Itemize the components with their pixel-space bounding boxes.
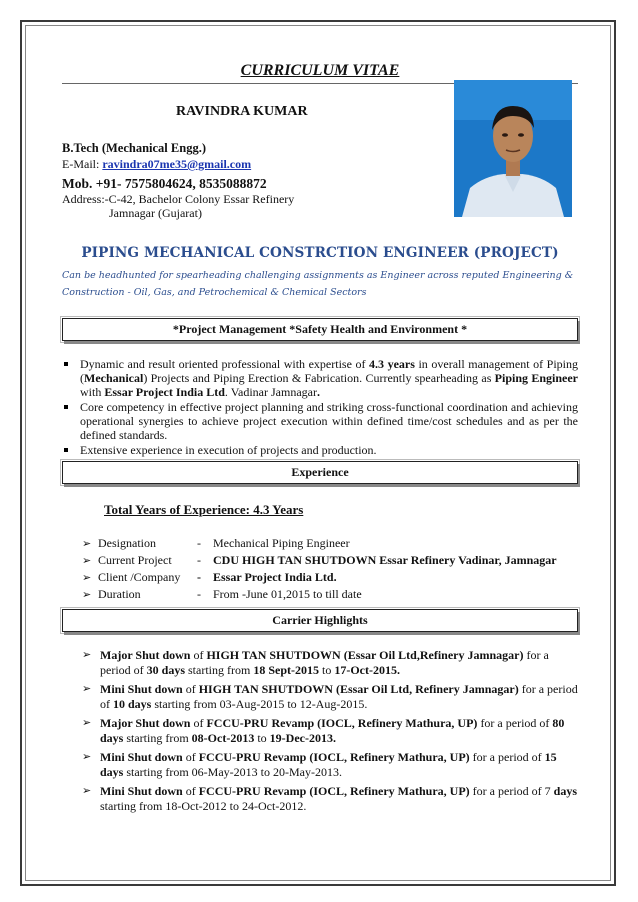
email-label: E-Mail: — [62, 157, 100, 171]
arrow-bullet-icon: ➢ — [82, 555, 92, 567]
arrow-bullet-icon: ➢ — [82, 649, 92, 661]
profile-photo — [454, 80, 572, 217]
email-line — [62, 157, 251, 172]
highlight-item: ➢ Mini Shut down of FCCU-PRU Revamp (IOCL, Refinery Mathura, UP) for a period of 7 days starting from 18-Oct-2012 to 24-Oct-2012. — [82, 784, 577, 813]
arrow-bullet-icon: ➢ — [82, 751, 92, 763]
experience-row-project: ➢ Current Project - CDU HIGH TAN SHUTDOWN Essar Refinery Vadinar, Jamnagar — [82, 553, 557, 567]
highlight-item: ➢ Major Shut down of FCCU-PRU Revamp (IOCL, Refinery Mathura, UP) for a period of 80 days starting from 08-Oct-2013 to 19-Dec-2013. — [82, 716, 565, 745]
total-experience: Total Years of Experience: 4.3 Years — [104, 502, 304, 517]
profile-tagline: Can be headhunted for spearheading challenging assignments as Engineer across reputed Engineering & Construction - Oil, Gas, and Petrochemical & Chemical Sectors — [62, 270, 574, 298]
degree: B.Tech (Mechanical Engg.) — [62, 141, 206, 155]
summary-list — [62, 357, 578, 458]
focus-areas-bar: *Project Management *Safety Health and Environment * — [62, 318, 578, 341]
candidate-name: RAVINDRA KUMAR — [176, 104, 308, 119]
experience-row-duration: ➢ Duration - From -June 01,2015 to till date — [82, 587, 362, 601]
highlights-section-header: Carrier Highlights — [62, 609, 578, 632]
arrow-bullet-icon: ➢ — [82, 572, 92, 584]
document-title: CURRICULUM VITAE — [240, 62, 400, 79]
summary-item: Dynamic and result oriented professional with expertise of 4.3 years in overall management of Piping (Mechanical) Projects and Piping Erection & Fabrication. Currently spearheading as Piping Engineer with Essar Project India Ltd. Vadinar Jamnagar. — [62, 357, 578, 399]
arrow-bullet-icon: ➢ — [82, 538, 92, 550]
highlight-item: ➢ Major Shut down of HIGH TAN SHUTDOWN (Essar Oil Ltd,Refinery Jamnagar) for a period of 30 days starting from 18 Sept-2015 to 17-Oct-2015. — [82, 648, 549, 677]
arrow-bullet-icon: ➢ — [82, 717, 92, 729]
experience-section-header: Experience — [62, 461, 578, 484]
email-link[interactable]: ravindra07me35@gmail.com — [102, 157, 252, 171]
address-line-1: Address:-C-42, Bachelor Colony Essar Refinery — [62, 192, 295, 206]
highlight-item: ➢ Mini Shut down of FCCU-PRU Revamp (IOCL, Refinery Mathura, UP) for a period of 15 days starting from 06-May-2013 to 20-May-2013. — [82, 750, 557, 779]
summary-item: Core competency in effective project planning and striking cross-functional coordination and achieving operational synergies to achieve project execution within defined time/cost schedules and as per the defined standards. — [62, 400, 578, 442]
arrow-bullet-icon: ➢ — [82, 785, 92, 797]
arrow-bullet-icon: ➢ — [82, 589, 92, 601]
experience-row-client: ➢ Client /Company - Essar Project India Ltd. — [82, 570, 337, 584]
mobile-line: Mob. +91- 7575804624, 8535088872 — [62, 176, 267, 191]
address-line-2: Jamnagar (Gujarat) — [109, 206, 202, 220]
experience-row-designation: ➢ Designation - Mechanical Piping Engineer — [82, 536, 350, 550]
highlights-list — [82, 648, 578, 818]
highlight-item: ➢ Mini Shut down of HIGH TAN SHUTDOWN (Essar Oil Ltd, Refinery Jamnagar) for a period of 10 days starting from 03-Aug-2015 to 12-Aug-2015. — [82, 682, 578, 711]
professional-headline: PIPING MECHANICAL CONSTRCTION ENGINEER (PROJECT) — [81, 245, 559, 261]
arrow-bullet-icon: ➢ — [82, 683, 92, 695]
summary-item: Extensive experience in execution of projects and production. — [62, 443, 578, 457]
